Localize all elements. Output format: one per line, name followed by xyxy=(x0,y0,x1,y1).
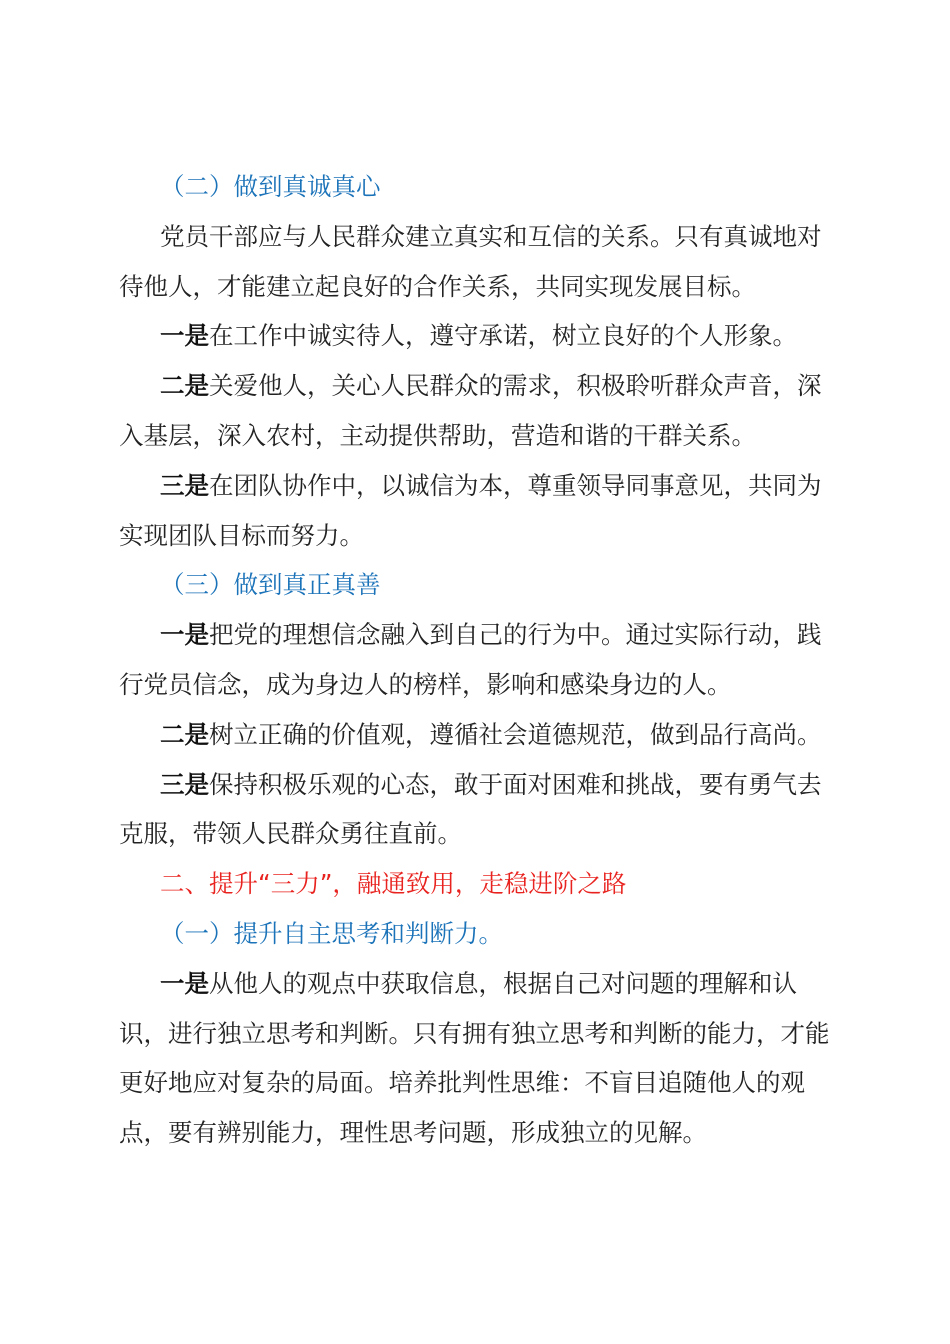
paragraph-2 xyxy=(119,311,839,361)
paragraph-lead: 一是 xyxy=(160,968,209,998)
paragraph-text: 把党的理想信念融入到自己的行为中。通过实际行动，践行党员信念，成为身边人的榜样，影响和感染身边的人。 xyxy=(119,620,822,699)
paragraph-8 xyxy=(119,959,839,1158)
paragraph-text: 树立正确的价值观，遵循社会道德规范，做到品行高尚。 xyxy=(209,719,822,749)
paragraph-lead: 一是 xyxy=(160,620,209,650)
paragraph-4 xyxy=(119,461,839,561)
paragraph-3 xyxy=(119,361,839,461)
paragraph-text: 保持积极乐观的心态，敢于面对困难和挑战，要有勇气去克服，带领人民群众勇往直前。 xyxy=(119,769,822,849)
paragraph-5 xyxy=(119,610,839,710)
paragraph-6 xyxy=(119,710,839,760)
paragraph-1: 党员干部应与人民群众建立真实和互信的关系。只有真诚地对待他人，才能建立起良好的合作关系，共同实现发展目标。 xyxy=(119,221,822,301)
paragraph-lead: 二是 xyxy=(160,371,209,401)
subheading-3: （三）做到真正真善 xyxy=(160,570,381,600)
paragraph-text: 在工作中诚实待人，遵守承诺，树立良好的个人形象。 xyxy=(209,321,797,351)
subheading-2: （二）做到真诚真心 xyxy=(160,172,381,201)
paragraph-7 xyxy=(119,760,839,860)
paragraph-lead: 一是 xyxy=(160,321,209,351)
paragraph-text: 关爱他人，关心人民群众的需求，积极聆听群众声音，深入基层，深入农村，主动提供帮助，营造和谐的干群关系。 xyxy=(119,371,822,450)
document-body xyxy=(119,162,839,1158)
paragraph-lead: 三是 xyxy=(160,769,209,799)
subheading-1: （一）提升自主思考和判断力。 xyxy=(160,918,503,948)
section-heading-red: 二、提升“三力”，融通致用，走稳进阶之路 xyxy=(160,869,627,899)
paragraph-text: 在团队协作中，以诚信为本，尊重领导同事意见，共同为实现团队目标而努力。 xyxy=(119,470,822,550)
paragraph-lead: 三是 xyxy=(160,470,209,500)
paragraph-lead: 二是 xyxy=(160,719,209,749)
paragraph-text: 从他人的观点中获取信息，根据自己对问题的理解和认识，进行独立思考和判断。只有拥有独立思考和判断的能力，才能更好地应对复杂的局面。培养批判性思维：不盲目追随他人的观点，要有辨别能力，理性思考问题，形成独立的见解。 xyxy=(119,968,830,1148)
